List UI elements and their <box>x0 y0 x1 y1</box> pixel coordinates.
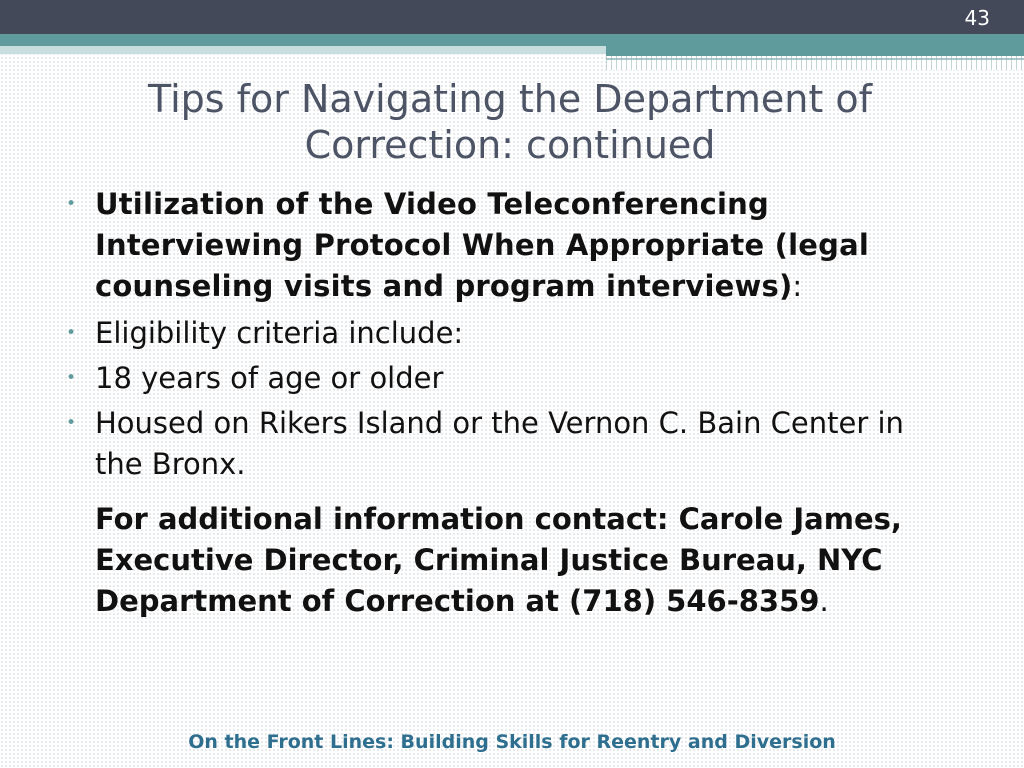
bullet-suffix: : <box>792 269 803 303</box>
contact-paragraph <box>66 499 946 622</box>
bullet-icon: • <box>66 413 77 433</box>
slide-title: Tips for Navigating the Department of Correction: continued <box>148 77 872 167</box>
footer-text: On the Front Lines: Building Skills for Reentry and Diversion <box>188 731 836 753</box>
bullet-bold-text: Utilization of the Video Teleconferencing Interviewing Protocol When Appropriate (legal counseling visits and program interviews) <box>95 187 869 303</box>
bullet-item <box>66 184 946 307</box>
bullet-text: Eligibility criteria include: <box>95 316 464 350</box>
light-stripe <box>0 46 606 54</box>
bullet-item <box>66 403 946 485</box>
bullet-icon: • <box>66 368 77 388</box>
contact-bold-text: For additional information contact: Carole James, Executive Director, Criminal Justice Bureau, NYC Department of Correction at (718) 546-8359 <box>95 502 902 618</box>
teal-stripe <box>0 34 1024 46</box>
bullet-item <box>66 313 946 354</box>
bullet-icon: • <box>66 194 77 214</box>
bullet-text: Housed on Rikers Island or the Vernon C. Bain Center in the Bronx. <box>95 406 904 481</box>
bullet-icon: • <box>66 323 77 343</box>
page-number: 43 <box>964 6 990 30</box>
slide-content <box>66 184 946 622</box>
bullet-item <box>66 358 946 399</box>
contact-suffix: . <box>819 584 829 618</box>
top-band <box>0 0 1024 34</box>
bullet-text: 18 years of age or older <box>95 361 444 395</box>
decorative-teal-bar <box>606 46 1024 56</box>
